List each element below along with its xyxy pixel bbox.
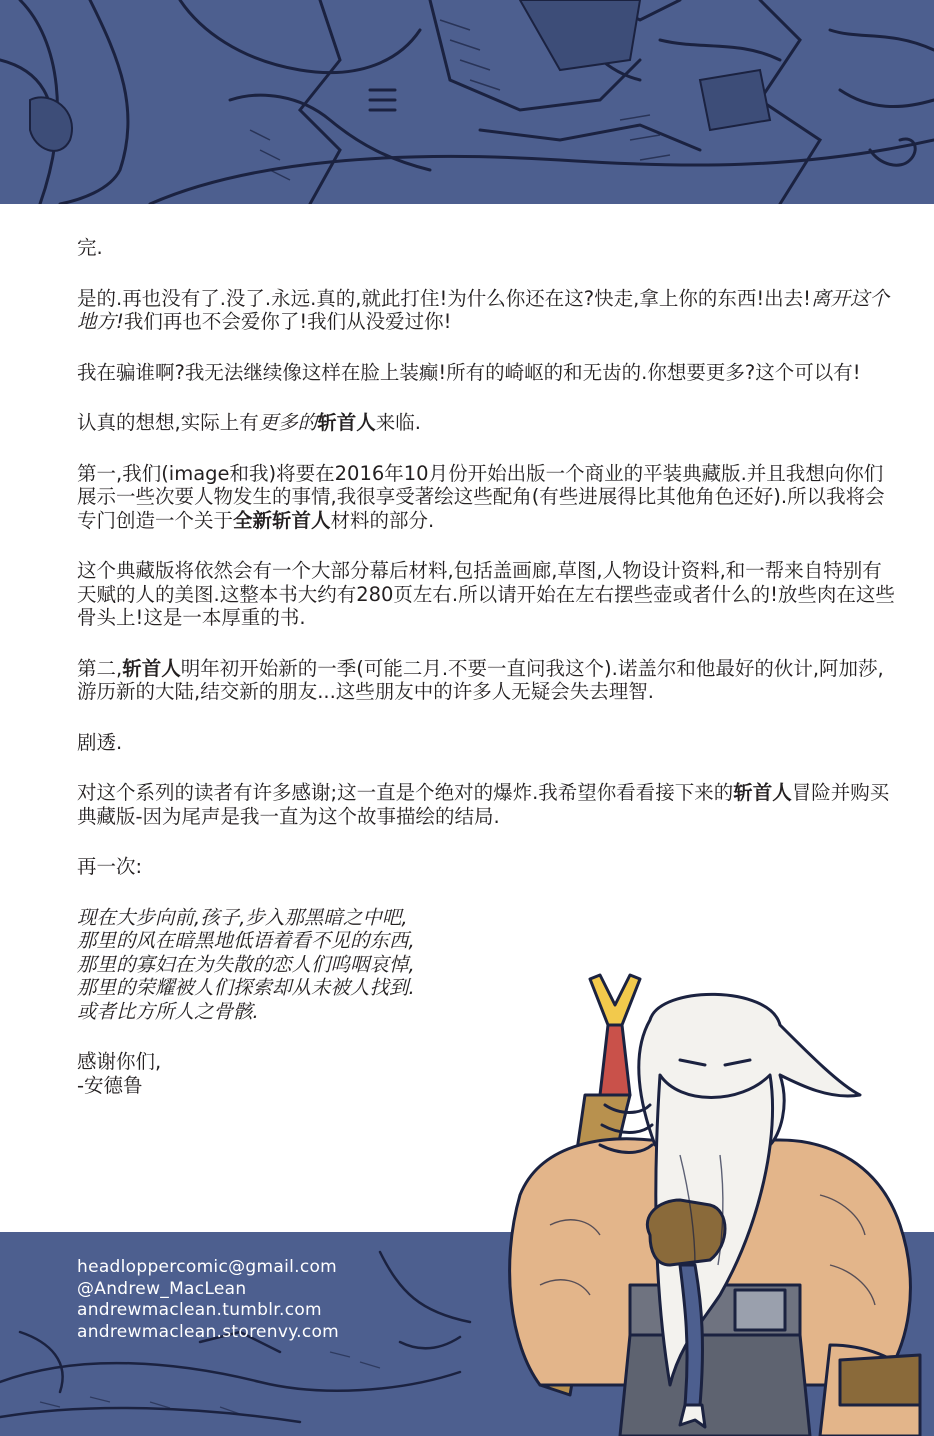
castle-ruins-art xyxy=(0,0,934,204)
contact-twitter[interactable]: @Andrew_MacLean xyxy=(77,1278,247,1299)
contact-store[interactable]: andrewmaclean.storenvy.com xyxy=(77,1321,340,1342)
letter-paragraph-5: 第一,我们(image和我)将要在2016年10月份开始出版一个商业的平装典藏版.并且我想向你们展示一些次要人物发生的事情,我很享受著绘这些配角(有些进展得比其他角色还好).所以我将会专门创造一个关于全新斩首人材料的部分. xyxy=(77,461,885,532)
contact-email[interactable]: headloppercomic@gmail.com xyxy=(77,1257,338,1277)
poem-line: 那里的寡妇在为失散的恋人们呜咽哀悼, xyxy=(77,952,415,976)
poem-line: 那里的风在暗黑地低语着看不见的东西, xyxy=(77,929,415,952)
poem-line: 那里的荣耀被人们探索却从未被人找到. xyxy=(77,976,415,999)
letter-paragraph-10: 再一次: xyxy=(77,855,143,878)
contact-tumblr[interactable]: andrewmaclean.tumblr.com xyxy=(77,1300,322,1320)
letter-paragraph-7: 第二,斩首人明年初开始新的一季(可能二月.不要一直问我这个).诺盖尔和他最好的伙计,阿加莎,游历新的大陆,结交新的朋友...这些朋友中的许多人无疑会失去理智. xyxy=(77,656,884,703)
letter-paragraph-6: 这个典藏版将依然会有一个大部分幕后材料,包括盖画廊,草图,人物设计资料,和一帮来自特别有天赋的人的美图.这整本书大约有280页左右.所以请开始在左右摆些壶或者什么的!放些肉在这些骨头上!这是一本厚重的书. xyxy=(77,559,895,629)
barbarian-character-illustration xyxy=(480,965,934,1436)
closing-text: 感谢你们, xyxy=(77,1050,162,1073)
letter-paragraph-3: 我在骗谁啊?我无法继续像这样在脸上装癫!所有的崎岖的和无齿的.你想要更多?这个可以有! xyxy=(77,360,861,384)
poem-line: 或者比方所人之骨骸. xyxy=(77,999,259,1023)
signature: -安德鲁 xyxy=(77,1073,143,1097)
header-illustration xyxy=(0,0,934,204)
letter-paragraph-9: 对这个系列的读者有许多感谢;这一直是个绝对的爆炸.我希望你看看接下来的斩首人冒险并购买典藏版-因为尾声是我一直为这个故事描绘的结局. xyxy=(77,781,890,828)
letter-paragraph-2: 是的.再也没有了.没了.永远.真的,就此打住!为什么你还在这?快走,拿上你的东西!出去!离开这个地方!我们再也不会爱你了!我们从没爱过你! xyxy=(77,286,890,333)
poem-line: 现在大步向前,孩子,步入那黑暗之中吧, xyxy=(77,905,408,929)
letter-opening: 完. xyxy=(77,236,103,259)
letter-paragraph-4: 认真的想想,实际上有更多的斩首人来临. xyxy=(77,411,421,434)
letter-paragraph-8: 剧透. xyxy=(77,730,123,754)
contact-info xyxy=(77,1257,339,1343)
